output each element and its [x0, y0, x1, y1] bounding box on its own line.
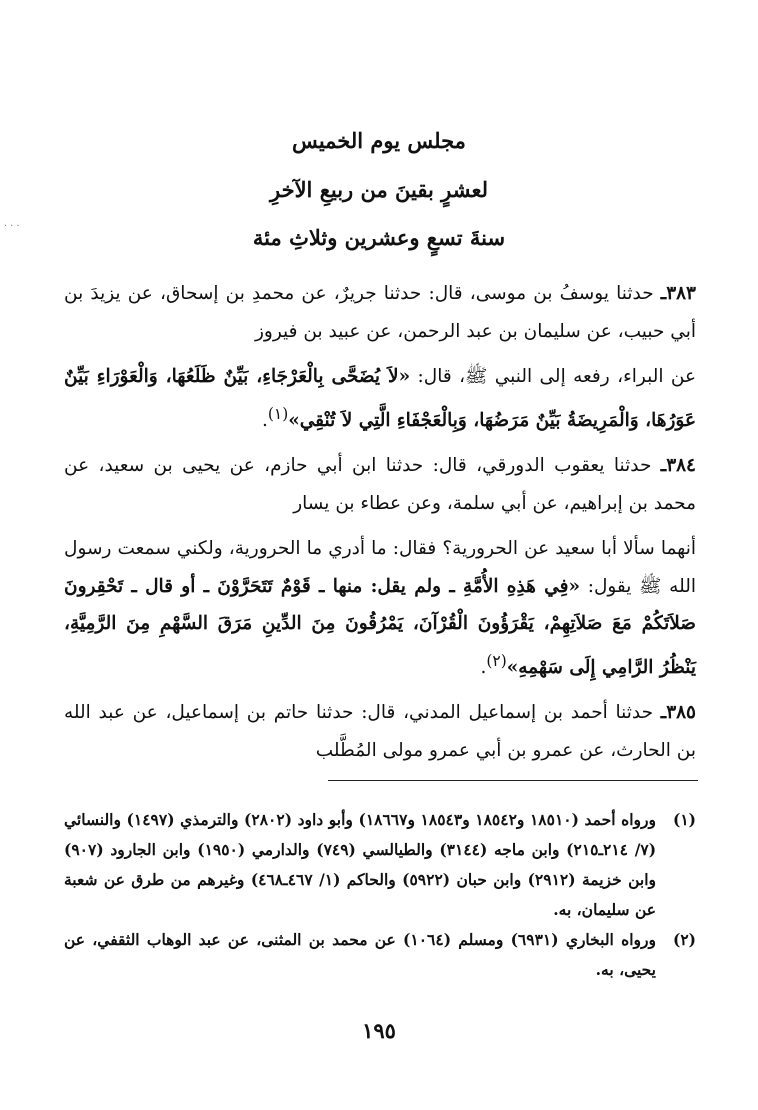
hadith-isnad: حدثنا أحمد بن إسماعيل المدني، قال: حدثنا حاتم بن إسماعيل، عن عبد الله بن الحارث، عن عمرو بن أبي عمرو مولى المُطَّلب [64, 702, 696, 761]
hadith-384-isnad [64, 447, 696, 522]
margin-mark: ... [4, 218, 23, 229]
majlis-year: سنةَ تسعٍ وعشرين وثلاثِ مئة [252, 225, 506, 250]
hadith-number: ٣٨٤ـ [660, 455, 696, 477]
hadith-body [64, 275, 696, 777]
hadith-intro: أنهما سألا أبا سعيد عن الحرورية؟ فقال: ما أدري ما الحرورية، ولكني سمعت رسول الله ﷺ يقول: [64, 538, 696, 597]
hadith-end: . [480, 656, 487, 678]
footnote-text: ورواه أحمد (١٨٥١٠ و١٨٥٤٢ و١٨٥٤٣ و١٨٦٦٧) وأبو داود (٢٨٠٢) والترمذي (١٤٩٧) والنسائي (٧/ ٢١٤ـ٢١٥) وابن ماجه (٣١٤٤) والطيالسي (٧٤٩) والدارمي (١٩٥٠) وابن الجارود (٩٠٧) وابن خزيمة (٢٩١٢) وابن حبان (٥٩٢٢) والحاكم (١/ ٤٦٧ـ٤٦٨) وغيرهم من طرق عن شعبة عن سليمان، به. [64, 810, 657, 919]
hadith-end: . [262, 409, 268, 431]
footnote-number: (١) [672, 810, 696, 829]
footnote-ref: (١) [267, 404, 289, 423]
hadith-matn: «لاَ يُضَحَّى بِالْعَرْجَاءِ، بَيِّنٌ ظَلَعُهَا، وَالْعَوْرَاءِ بَيِّنٌ عَوَرُهَا، وَالْمَرِيضَةُ بَيِّنٌ مَرَضُهَا، وَبِالْعَجْفَاءِ الَّتِي لاَ تُنْقِي» [64, 366, 696, 431]
hadith-383-text [64, 358, 696, 439]
hadith-385-isnad [64, 694, 696, 769]
footnote-2 [64, 925, 696, 985]
page-number: ١٩٥ [362, 1018, 396, 1043]
hadith-number: ٣٨٥ـ [660, 702, 696, 724]
footnote-divider [328, 780, 698, 781]
footnote-number: (٢) [672, 930, 696, 949]
hadith-intro: عن البراء، رفعه إلى النبي ﷺ، قال: [410, 366, 696, 387]
hadith-383-isnad [64, 275, 696, 350]
majlis-title: مجلس يوم الخميس [292, 128, 466, 153]
hadith-384-text [64, 530, 696, 686]
footnote-ref: (٢) [486, 651, 507, 670]
footnote-text: ورواه البخاري (٦٩٣١) ومسلم (١٠٦٤) عن محمد بن المثنى، عن عبد الوهاب الثقفي، عن يحيى، به. [64, 930, 656, 979]
footnote-1 [64, 805, 696, 925]
hadith-number: ٣٨٣ـ [660, 283, 696, 304]
hadith-isnad: حدثنا يعقوب الدورقي، قال: حدثنا ابن أبي حازم، عن يحيى بن سعيد، عن محمد بن إبراهيم، عن أبي سلمة، وعن عطاء بن يسار [64, 455, 696, 514]
footnotes [64, 805, 696, 985]
hadith-isnad: حدثنا يوسفُ بن موسى، قال: حدثنا جريرٌ، عن محمدِ بن إسحاق، عن يزيدَ بن أبي حبيب، عن سليمان بن عبد الرحمن، عن عبيد بن فيروز [64, 283, 696, 342]
majlis-date: لعشرٍ بقينَ من ربيعِ الآخرِ [270, 177, 488, 202]
hadith-matn: «فِي هَذِهِ الأُمَّةِ ـ ولم يقل: منها ـ قَوْمٌ تَتَحَرَّوْنَ ـ أو قال ـ تَحْقِرونَ صَلاَتَكُمْ مَعَ صَلاَتِهِمْ، يَقْرَؤُونَ الْقُرْآنَ، يَمْرُقُونَ مِنَ الدِّينِ مَرَقَ السَّهْمِ مِنَ الرَّمِيَّةِ، يَنْظُرُ الرَّامِي إِلَى سَهْمِهِ» [64, 575, 696, 678]
